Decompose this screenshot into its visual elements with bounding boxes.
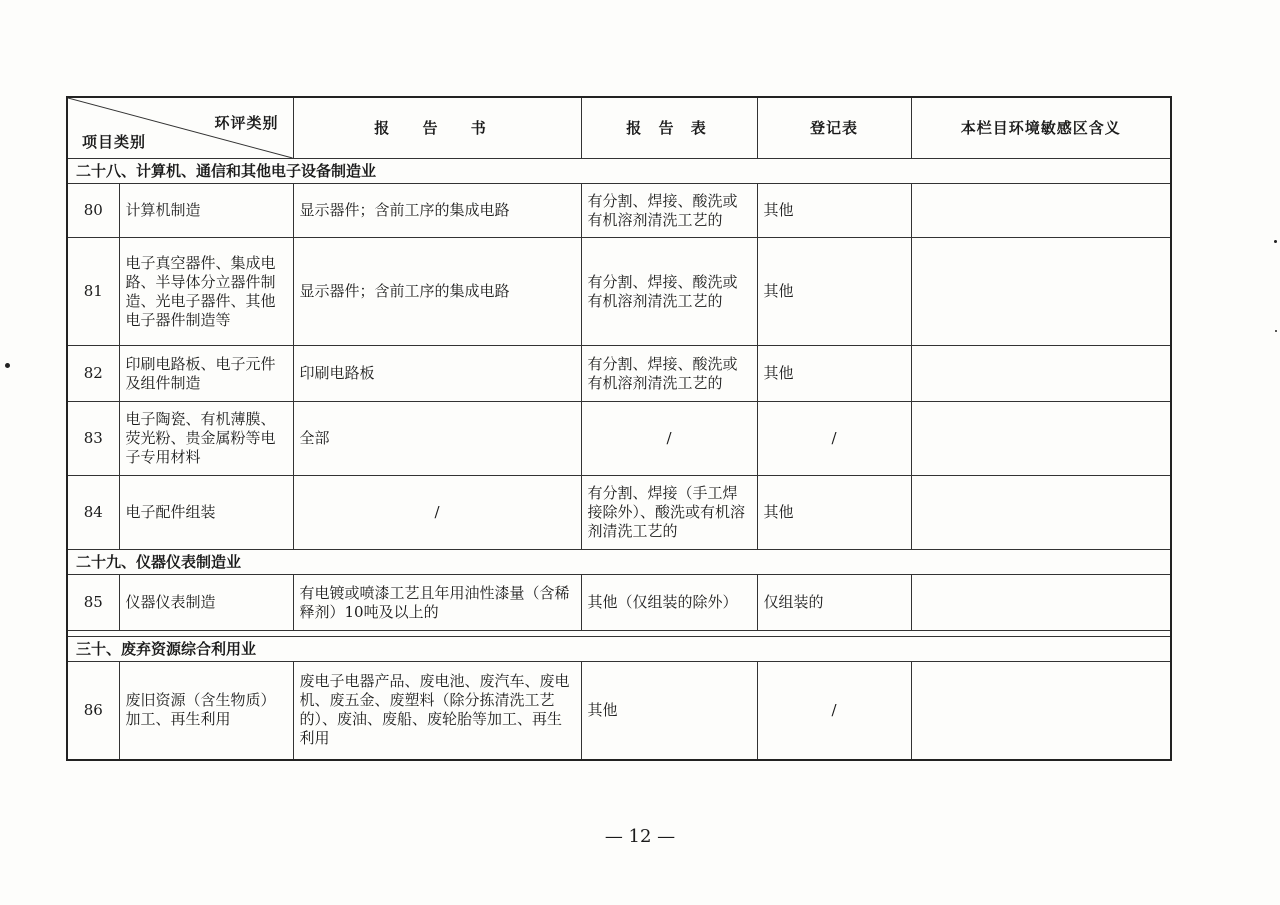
report-form-cell: 其他（仅组装的除外） bbox=[581, 575, 757, 631]
report-form-cell: / bbox=[581, 402, 757, 476]
project-category-cell: 电子真空器件、集成电路、半导体分立器件制造、光电子器件、其他电子器件制造等 bbox=[119, 238, 293, 346]
section-row bbox=[67, 637, 1171, 662]
table-row bbox=[67, 238, 1171, 346]
section-row bbox=[67, 550, 1171, 575]
sensitive-meaning-cell bbox=[911, 402, 1171, 476]
report-form-cell: 有分割、焊接（手工焊接除外）、酸洗或有机溶剂清洗工艺的 bbox=[581, 476, 757, 550]
table-header-row bbox=[67, 97, 1171, 159]
sensitive-meaning-cell bbox=[911, 346, 1171, 402]
registration-cell: / bbox=[757, 662, 911, 760]
report-book-cell: 显示器件；含前工序的集成电路 bbox=[293, 184, 581, 238]
report-book-cell: 显示器件；含前工序的集成电路 bbox=[293, 238, 581, 346]
report-form-cell: 其他 bbox=[581, 662, 757, 760]
header-eia-category: 环评类别 bbox=[214, 114, 279, 132]
report-form-cell: 有分割、焊接、酸洗或有机溶剂清洗工艺的 bbox=[581, 184, 757, 238]
report-book-cell: 废电子电器产品、废电池、废汽车、废电机、废五金、废塑料（除分拣清洗工艺的）、废油、废船、废轮胎等加工、再生利用 bbox=[293, 662, 581, 760]
row-number: 84 bbox=[67, 476, 119, 550]
section-title: 三十、废弃资源综合利用业 bbox=[67, 637, 1171, 662]
row-number: 85 bbox=[67, 575, 119, 631]
registration-cell: 其他 bbox=[757, 184, 911, 238]
section-row bbox=[67, 159, 1171, 184]
row-number: 80 bbox=[67, 184, 119, 238]
section-title: 二十九、仪器仪表制造业 bbox=[67, 550, 1171, 575]
header-report-form: 报 告 表 bbox=[581, 97, 757, 159]
report-form-cell: 有分割、焊接、酸洗或有机溶剂清洗工艺的 bbox=[581, 238, 757, 346]
header-sensitive-area-meaning: 本栏目环境敏感区含义 bbox=[911, 97, 1171, 159]
registration-cell: 其他 bbox=[757, 346, 911, 402]
report-form-cell: 有分割、焊接、酸洗或有机溶剂清洗工艺的 bbox=[581, 346, 757, 402]
project-category-cell: 计算机制造 bbox=[119, 184, 293, 238]
sensitive-meaning-cell bbox=[911, 662, 1171, 760]
row-number: 81 bbox=[67, 238, 119, 346]
row-number: 82 bbox=[67, 346, 119, 402]
header-registration-form: 登记表 bbox=[757, 97, 911, 159]
registration-cell: 其他 bbox=[757, 476, 911, 550]
table-row bbox=[67, 662, 1171, 760]
header-report-book: 报 告 书 bbox=[293, 97, 581, 159]
table-row bbox=[67, 476, 1171, 550]
project-category-cell: 印刷电路板、电子元件及组件制造 bbox=[119, 346, 293, 402]
report-book-cell: / bbox=[293, 476, 581, 550]
table-row bbox=[67, 402, 1171, 476]
diagonal-header-cell bbox=[67, 97, 293, 159]
sensitive-meaning-cell bbox=[911, 184, 1171, 238]
eia-classification-table bbox=[66, 96, 1172, 761]
row-number: 86 bbox=[67, 662, 119, 760]
header-project-category: 项目类别 bbox=[82, 133, 147, 151]
project-category-cell: 废旧资源（含生物质）加工、再生利用 bbox=[119, 662, 293, 760]
report-book-cell: 有电镀或喷漆工艺且年用油性漆量（含稀释剂）10吨及以上的 bbox=[293, 575, 581, 631]
section-title: 二十八、计算机、通信和其他电子设备制造业 bbox=[67, 159, 1171, 184]
sensitive-meaning-cell bbox=[911, 575, 1171, 631]
registration-cell: 仅组装的 bbox=[757, 575, 911, 631]
project-category-cell: 电子配件组装 bbox=[119, 476, 293, 550]
table-row bbox=[67, 184, 1171, 238]
report-book-cell: 全部 bbox=[293, 402, 581, 476]
report-book-cell: 印刷电路板 bbox=[293, 346, 581, 402]
table-row bbox=[67, 346, 1171, 402]
registration-cell: / bbox=[757, 402, 911, 476]
sensitive-meaning-cell bbox=[911, 476, 1171, 550]
registration-cell: 其他 bbox=[757, 238, 911, 346]
sensitive-meaning-cell bbox=[911, 238, 1171, 346]
scan-speck bbox=[1275, 330, 1277, 332]
row-number: 83 bbox=[67, 402, 119, 476]
page-number: — 12 — bbox=[604, 826, 676, 847]
scan-speck bbox=[5, 363, 10, 368]
table-row bbox=[67, 575, 1171, 631]
project-category-cell: 仪器仪表制造 bbox=[119, 575, 293, 631]
project-category-cell: 电子陶瓷、有机薄膜、荧光粉、贵金属粉等电子专用材料 bbox=[119, 402, 293, 476]
scan-speck bbox=[1274, 240, 1277, 243]
